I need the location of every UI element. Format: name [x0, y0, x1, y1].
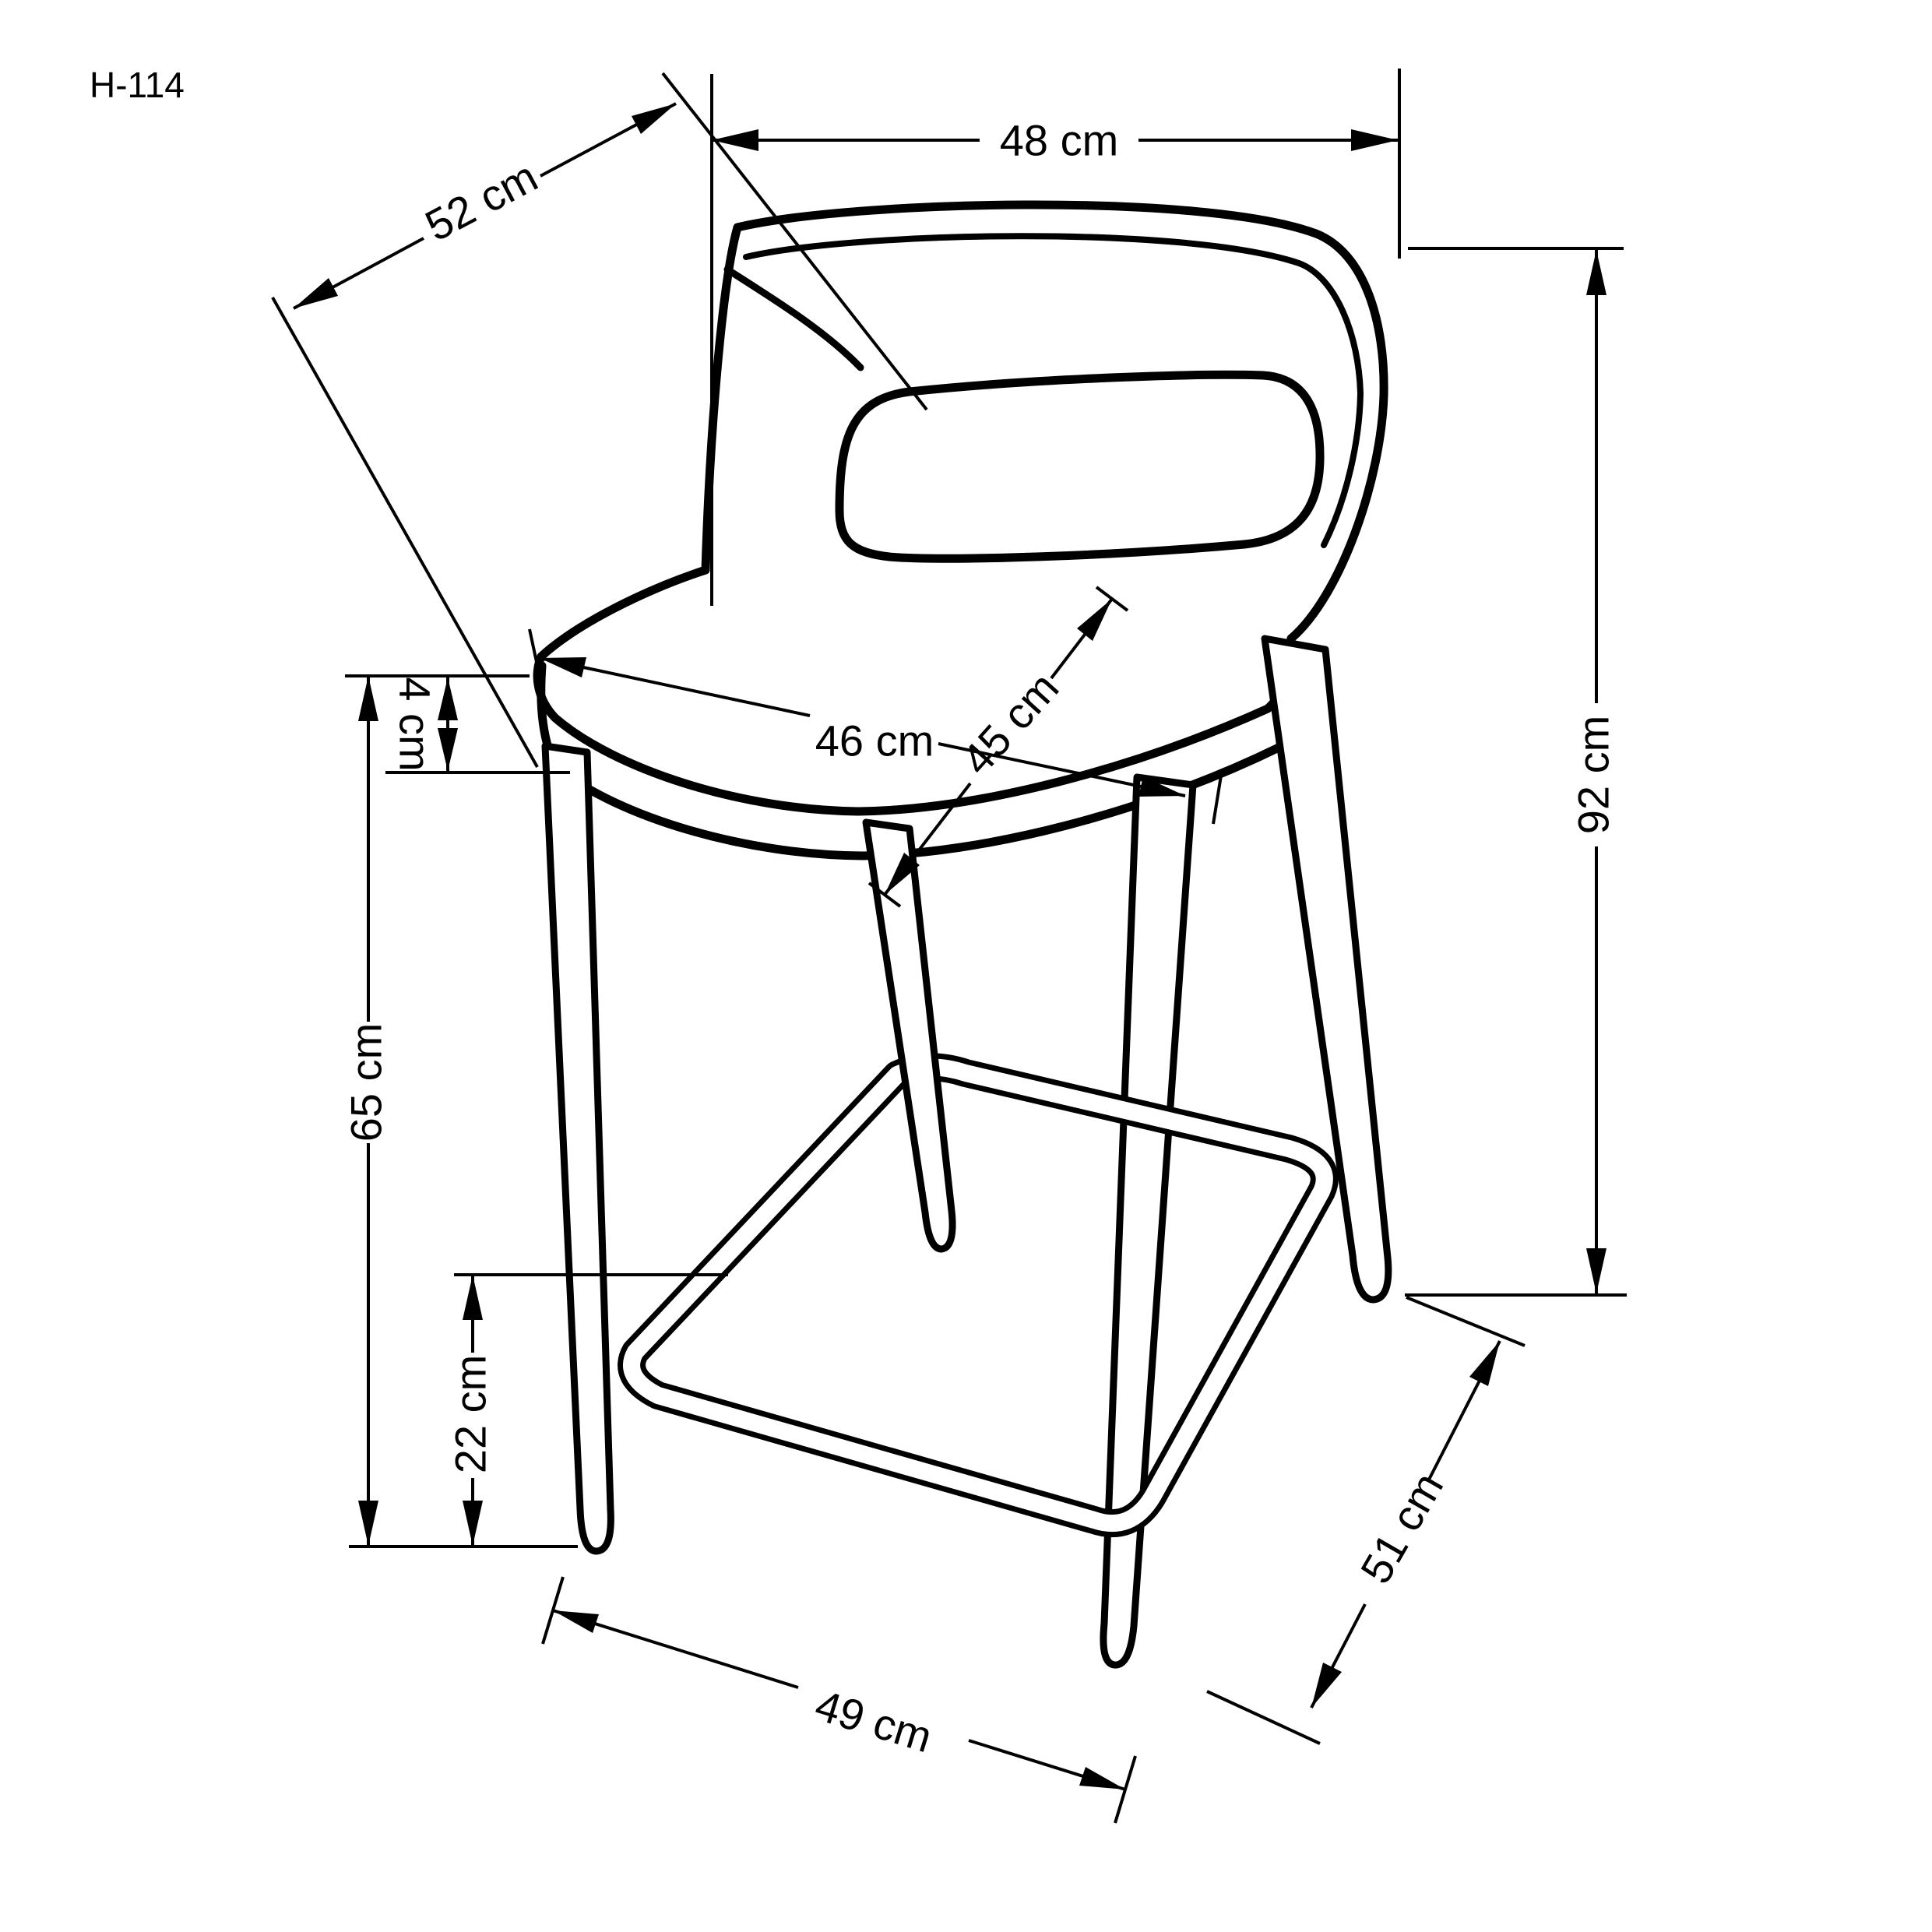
label-footrest-height: 22 cm — [445, 1354, 495, 1474]
dimension-annotations — [273, 69, 1627, 1823]
stool-drawing — [537, 205, 1388, 1665]
dim-base-depth — [1207, 1297, 1525, 1744]
footrest-ring — [632, 1064, 1325, 1523]
backrest-cushion — [839, 375, 1320, 558]
model-name: H-114 — [90, 65, 185, 105]
dim-seat-width — [530, 629, 1221, 824]
label-backrest-diagonal: 52 cm — [417, 151, 546, 251]
label-base-depth: 51 cm — [1350, 1464, 1453, 1592]
label-seat-width: 46 cm — [815, 716, 934, 765]
backrest-outer-outline — [706, 205, 1384, 639]
seat-outline — [537, 570, 1291, 811]
dim-backrest-diagonal — [273, 73, 927, 767]
dim-total-height — [1405, 248, 1627, 1295]
label-total-height: 92 cm — [1568, 715, 1618, 835]
label-seat-depth: 45 cm — [952, 663, 1068, 784]
backrest-seam — [727, 269, 860, 368]
label-seat-height: 65 cm — [341, 1022, 391, 1142]
dim-base-width — [543, 1577, 1135, 1823]
label-base-width: 49 cm — [809, 1680, 938, 1762]
label-seat-thickness: 4 cm — [390, 677, 440, 772]
label-back-width: 48 cm — [999, 115, 1119, 165]
front-left-leg — [545, 746, 611, 1551]
rear-left-leg — [866, 822, 952, 1249]
